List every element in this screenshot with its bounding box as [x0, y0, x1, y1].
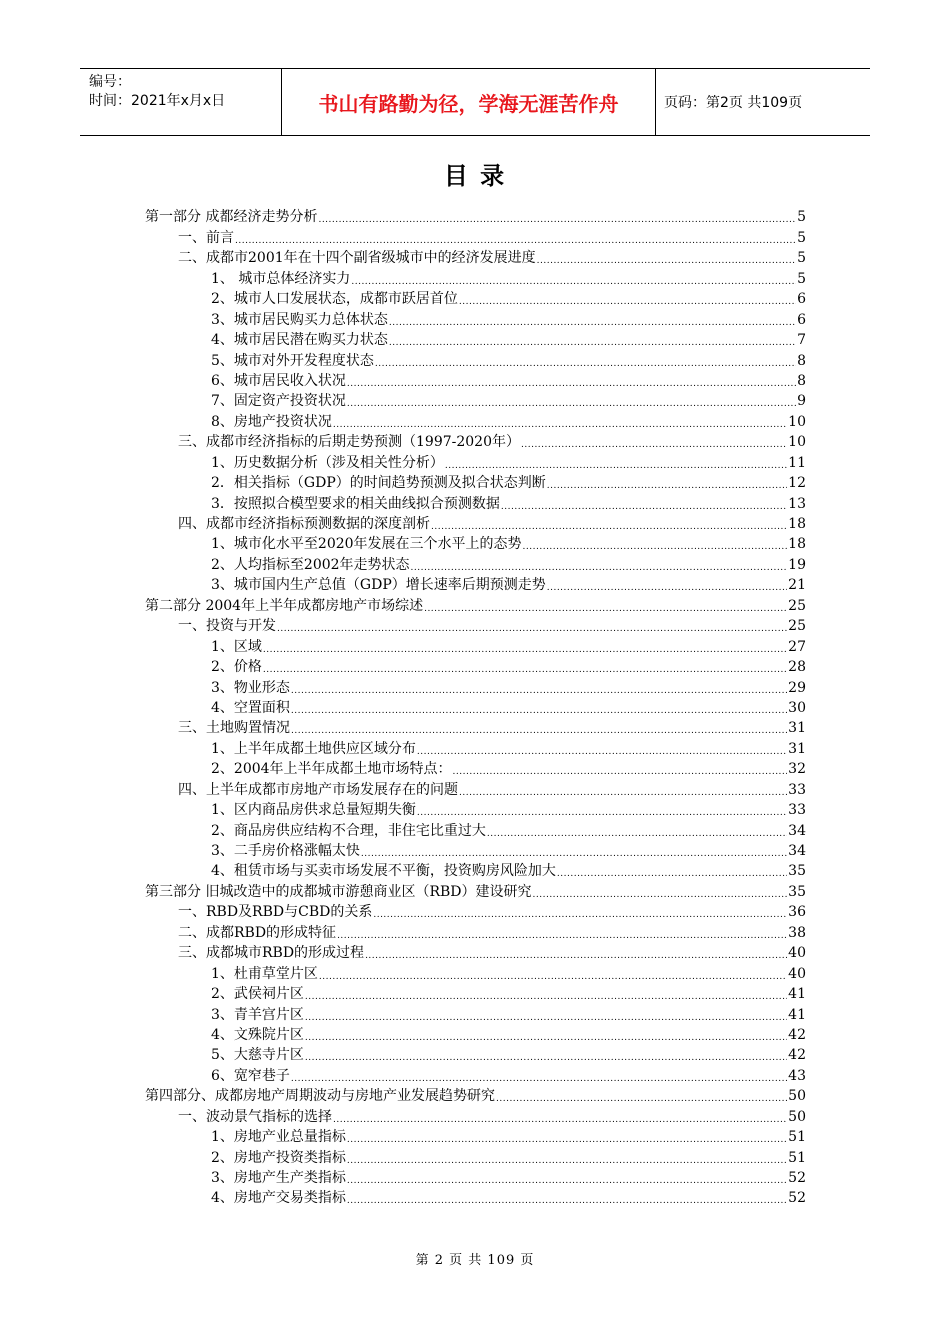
- toc-entry-page: 28: [788, 659, 806, 676]
- toc-entry-title: 5、大慈寺片区: [211, 1047, 304, 1064]
- toc-entry-page: 33: [788, 802, 806, 819]
- toc-entry-page: 40: [788, 945, 806, 962]
- toc-entry-title: 二、成都市2001年在十四个副省级城市中的经济发展进度: [178, 250, 536, 267]
- toc-entry[interactable]: [145, 309, 806, 329]
- toc-entry-title: 1、历史数据分析（涉及相关性分析）: [211, 454, 444, 471]
- toc-entry[interactable]: [145, 718, 806, 738]
- toc-entry-page: 35: [788, 883, 806, 900]
- toc-entry[interactable]: [145, 1168, 806, 1188]
- toc-leader-dots: [333, 1113, 787, 1127]
- toc-entry-page: 40: [788, 965, 806, 982]
- toc-leader-dots: [547, 581, 787, 595]
- toc-entry-page: 8: [797, 352, 806, 369]
- toc-leader-dots: [389, 336, 796, 350]
- toc-entry-title: 第四部分、成都房地产周期波动与房地产业发展趋势研究: [145, 1088, 495, 1105]
- toc-entry-page: 51: [788, 1129, 806, 1146]
- toc-entry-title: 1、 城市总体经济实力: [211, 270, 351, 287]
- toc-entry[interactable]: [145, 248, 806, 268]
- toc-entry-title: 一、投资与开发: [178, 618, 276, 635]
- toc-entry[interactable]: [145, 841, 806, 861]
- toc-entry[interactable]: [145, 595, 806, 615]
- toc-leader-dots: [305, 1011, 787, 1025]
- toc-leader-dots: [424, 602, 787, 616]
- toc-entry-title: 3．按照拟合模型要求的相关曲线拟合预测数据: [211, 495, 500, 512]
- toc-leader-dots: [347, 1133, 787, 1147]
- toc-entry-title: 三、成都城市RBD的形成过程: [178, 945, 365, 962]
- toc-leader-dots: [373, 908, 787, 922]
- toc-entry-title: 四、上半年成都市房地产市场发展存在的问题: [178, 781, 458, 798]
- toc-entry[interactable]: [145, 432, 806, 452]
- toc-entry[interactable]: [145, 677, 806, 697]
- toc-leader-dots: [347, 1194, 787, 1208]
- toc-leader-dots: [361, 847, 787, 861]
- toc-entry-title: 第二部分 2004年上半年成都房地产市场综述: [145, 597, 424, 614]
- toc-leader-dots: [347, 1174, 787, 1188]
- toc-entry-page: 12: [788, 475, 806, 492]
- toc-leader-dots: [496, 1092, 787, 1106]
- header-motto: 书山有路勤为径，学海无涯苦作舟: [282, 69, 656, 135]
- toc-entry-page: 32: [788, 761, 806, 778]
- toc-entry-title: 3、城市居民购买力总体状态: [211, 311, 388, 328]
- toc-entry-title: 2、商品房供应结构不合理，非住宅比重过大: [211, 822, 486, 839]
- toc-entry-page: 52: [788, 1170, 806, 1186]
- toc-entry-title: 7、固定资产投资状况: [211, 393, 346, 410]
- toc-leader-dots: [291, 704, 787, 718]
- toc-leader-dots: [557, 867, 787, 881]
- toc-leader-dots: [453, 765, 788, 779]
- toc-leader-dots: [417, 806, 787, 820]
- toc-entry-page: 33: [788, 781, 806, 798]
- toc-entry[interactable]: [145, 881, 806, 901]
- toc-entry[interactable]: [145, 371, 806, 391]
- page-footer: 第 2 页 共 109 页: [415, 1253, 535, 1268]
- toc-leader-dots: [547, 479, 787, 493]
- toc-entry-page: 10: [788, 413, 806, 430]
- toc-entry[interactable]: [145, 657, 806, 677]
- header-date-label: 时间：2021年x月x日: [89, 93, 226, 109]
- toc-entry-page: 25: [788, 597, 806, 614]
- toc-entry-title: 2、武侯祠片区: [211, 986, 304, 1003]
- toc-entry-page: 31: [788, 720, 806, 737]
- toc-entry[interactable]: [145, 330, 806, 350]
- toc-leader-dots: [277, 622, 787, 636]
- toc-entry-title: 2、人均指标至2002年走势状态: [211, 556, 410, 573]
- toc-leader-dots: [318, 213, 796, 227]
- table-of-contents: [145, 207, 806, 1208]
- toc-entry[interactable]: [145, 350, 806, 370]
- toc-entry-page: 10: [788, 434, 806, 451]
- toc-leader-dots: [337, 929, 787, 943]
- toc-leader-dots: [411, 561, 788, 575]
- toc-entry[interactable]: [145, 759, 806, 779]
- toc-entry-title: 1、城市化水平至2020年发展在三个水平上的态势: [211, 536, 522, 553]
- toc-leader-dots: [291, 684, 787, 698]
- toc-leader-dots: [305, 990, 787, 1004]
- toc-entry[interactable]: [145, 1188, 806, 1208]
- toc-entry[interactable]: [145, 207, 806, 227]
- toc-entry-title: 1、杜甫草堂片区: [211, 965, 318, 982]
- toc-entry-page: 34: [788, 822, 806, 839]
- toc-entry[interactable]: [145, 227, 806, 247]
- toc-leader-dots: [431, 520, 787, 534]
- toc-entry-title: 1、房地产业总量指标: [211, 1129, 346, 1146]
- toc-entry-title: 2、价格: [211, 659, 262, 676]
- toc-entry-page: 18: [788, 516, 806, 532]
- toc-entry-title: 1、区域: [211, 638, 262, 655]
- toc-entry[interactable]: [145, 1065, 806, 1085]
- toc-entry[interactable]: [145, 1045, 806, 1065]
- toc-entry[interactable]: [145, 452, 806, 472]
- toc-entry-page: 6: [797, 291, 806, 308]
- toc-entry-title: 1、区内商品房供求总量短期失衡: [211, 802, 416, 819]
- toc-entry[interactable]: [145, 391, 806, 411]
- toc-entry-title: 三、成都市经济指标的后期走势预测（1997-2020年）: [178, 434, 520, 451]
- toc-entry[interactable]: [145, 800, 806, 820]
- toc-entry-page: 5: [797, 229, 806, 246]
- toc-entry[interactable]: [145, 575, 806, 595]
- toc-entry[interactable]: [145, 902, 806, 922]
- toc-entry-title: 2、城市人口发展状态，成都市跃居首位: [211, 291, 458, 308]
- toc-entry[interactable]: [145, 1025, 806, 1045]
- toc-entry-title: 3、物业形态: [211, 679, 290, 696]
- toc-entry[interactable]: [145, 922, 806, 942]
- toc-entry[interactable]: [145, 514, 806, 534]
- toc-entry-title: 5、城市对外开发程度状态: [211, 352, 374, 369]
- toc-leader-dots: [487, 827, 787, 841]
- toc-entry-title: 4、空置面积: [211, 699, 290, 716]
- toc-entry-page: 30: [788, 699, 806, 716]
- header-page-info: 页码：第2页 共109页: [664, 95, 803, 111]
- toc-entry-page: 36: [788, 904, 806, 921]
- toc-entry-page: 35: [788, 863, 806, 880]
- toc-leader-dots: [305, 1051, 787, 1065]
- toc-entry[interactable]: [145, 636, 806, 656]
- toc-leader-dots: [291, 1072, 787, 1086]
- page-header: [80, 68, 870, 136]
- toc-leader-dots: [305, 1031, 787, 1045]
- header-number-label: 编号：: [89, 74, 131, 90]
- toc-entry-page: 38: [788, 924, 806, 941]
- toc-leader-dots: [319, 970, 787, 984]
- toc-entry-title: 一、前言: [178, 229, 234, 246]
- toc-leader-dots: [533, 888, 788, 902]
- toc-entry[interactable]: [145, 738, 806, 758]
- toc-entry-page: 9: [797, 393, 806, 410]
- toc-entry-title: 1、上半年成都土地供应区域分布: [211, 740, 416, 757]
- toc-entry-page: 43: [788, 1067, 806, 1084]
- toc-entry-title: 2．相关指标（GDP）的时间趋势预测及拟合状态判断: [211, 475, 546, 492]
- toc-leader-dots: [263, 663, 787, 677]
- toc-entry[interactable]: [145, 984, 806, 1004]
- toc-entry-page: 51: [788, 1149, 806, 1166]
- toc-entry[interactable]: [145, 943, 806, 963]
- toc-leader-dots: [235, 234, 796, 248]
- toc-entry-title: 三、土地购置情况: [178, 720, 290, 737]
- toc-entry[interactable]: [145, 861, 806, 881]
- toc-leader-dots: [459, 295, 796, 309]
- toc-entry-page: 5: [797, 209, 806, 226]
- toc-entry-title: 4、文殊院片区: [211, 1026, 304, 1043]
- toc-entry-page: 21: [788, 577, 806, 594]
- toc-entry-title: 3、二手房价格涨幅太快: [211, 843, 360, 859]
- toc-leader-dots: [263, 643, 787, 657]
- toc-entry-title: 4、城市居民潜在购买力状态: [211, 332, 388, 349]
- toc-leader-dots: [347, 1154, 787, 1168]
- toc-entry-title: 4、房地产交易类指标: [211, 1190, 346, 1207]
- toc-entry-page: 8: [797, 372, 806, 389]
- toc-entry[interactable]: [145, 1086, 806, 1106]
- toc-entry-page: 50: [788, 1088, 806, 1105]
- toc-entry-title: 二、成都RBD的形成特征: [178, 924, 337, 941]
- toc-entry-page: 25: [788, 618, 806, 635]
- toc-entry-title: 6、城市居民收入状况: [211, 372, 346, 389]
- toc-leader-dots: [333, 418, 787, 432]
- toc-leader-dots: [291, 724, 787, 738]
- toc-entry[interactable]: [145, 268, 806, 288]
- toc-entry-title: 6、宽窄巷子: [211, 1067, 290, 1084]
- toc-entry[interactable]: [145, 820, 806, 840]
- toc-leader-dots: [501, 500, 787, 514]
- toc-entry-title: 一、波动景气指标的选择: [178, 1108, 332, 1125]
- toc-leader-dots: [389, 316, 796, 330]
- toc-entry[interactable]: [145, 616, 806, 636]
- toc-entry-title: 4、租赁市场与买卖市场发展不平衡，投资购房风险加大: [211, 863, 556, 880]
- toc-entry[interactable]: [145, 493, 806, 513]
- toc-entry-page: 19: [788, 556, 806, 573]
- toc-leader-dots: [365, 949, 787, 963]
- toc-leader-dots: [445, 459, 787, 473]
- toc-entry[interactable]: [145, 554, 806, 574]
- toc-entry-page: 13: [788, 495, 806, 512]
- toc-entry-page: 42: [788, 1026, 806, 1043]
- toc-entry[interactable]: [145, 411, 806, 431]
- toc-leader-dots: [459, 786, 787, 800]
- toc-entry-page: 34: [788, 843, 806, 859]
- toc-leader-dots: [537, 254, 796, 268]
- toc-entry-title: 第三部分 旧城改造中的成都城市游憩商业区（RBD）建设研究: [145, 883, 532, 900]
- toc-entry-title: 2、房地产投资类指标: [211, 1149, 346, 1166]
- toc-entry[interactable]: [145, 534, 806, 554]
- toc-leader-dots: [351, 275, 796, 289]
- toc-entry-page: 50: [788, 1108, 806, 1125]
- toc-entry[interactable]: [145, 963, 806, 983]
- toc-entry-title: 第一部分 成都经济走势分析: [145, 209, 318, 226]
- page-title: 目 录: [443, 162, 507, 190]
- toc-entry-page: 18: [788, 536, 806, 553]
- toc-entry[interactable]: [145, 289, 806, 309]
- toc-leader-dots: [375, 357, 796, 371]
- toc-leader-dots: [417, 745, 787, 759]
- toc-entry-page: 7: [797, 332, 806, 349]
- toc-entry-page: 6: [797, 311, 806, 328]
- toc-entry-title: 四、成都市经济指标预测数据的深度剖析: [178, 516, 430, 532]
- toc-entry-page: 11: [788, 454, 806, 471]
- header-meta: [80, 69, 282, 135]
- toc-entry-title: 3、青羊宫片区: [211, 1006, 304, 1023]
- toc-leader-dots: [347, 397, 796, 411]
- toc-leader-dots: [523, 540, 788, 554]
- toc-entry-title: 一、RBD及RBD与CBD的关系: [178, 904, 373, 921]
- toc-entry-page: 42: [788, 1047, 806, 1064]
- toc-entry[interactable]: [145, 1147, 806, 1167]
- toc-entry[interactable]: [145, 1004, 806, 1024]
- toc-entry-title: 3、房地产生产类指标: [211, 1170, 346, 1186]
- toc-leader-dots: [521, 438, 787, 452]
- toc-entry-page: 5: [797, 270, 806, 287]
- toc-entry-title: 2、2004年上半年成都土地市场特点：: [211, 761, 452, 778]
- toc-entry-title: 3、城市国内生产总值（GDP）增长速率后期预测走势: [211, 577, 546, 594]
- toc-entry[interactable]: [145, 779, 806, 799]
- toc-entry[interactable]: [145, 1106, 806, 1126]
- toc-entry-page: 5: [797, 250, 806, 267]
- toc-leader-dots: [347, 377, 796, 391]
- toc-entry-page: 29: [788, 679, 806, 696]
- toc-entry-title: 8、房地产投资状况: [211, 413, 332, 430]
- toc-entry-page: 27: [788, 638, 806, 655]
- toc-entry-page: 31: [788, 740, 806, 757]
- toc-entry[interactable]: [145, 1127, 806, 1147]
- toc-entry[interactable]: [145, 698, 806, 718]
- toc-entry-page: 41: [788, 986, 806, 1003]
- toc-entry-page: 52: [788, 1190, 806, 1207]
- toc-entry-page: 41: [788, 1006, 806, 1023]
- toc-entry[interactable]: [145, 473, 806, 493]
